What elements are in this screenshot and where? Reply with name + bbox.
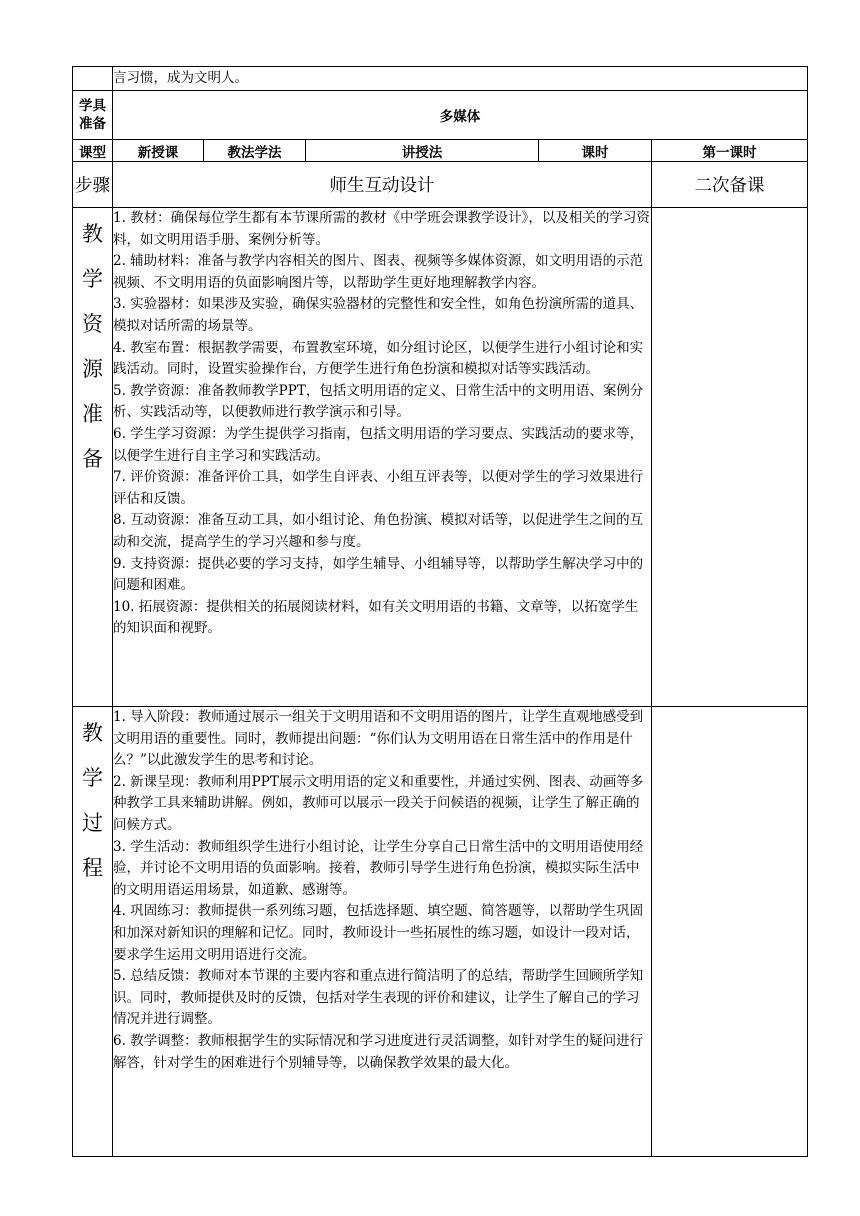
resource-item: 10. 拓展资源：提供相关的拓展阅读材料，如有关文明用语的书籍、文章等，以拓宽学生的知识面和视野。 — [113, 598, 639, 637]
process-item: 2. 新课呈现：教师利用PPT展示文明用语的定义和重要性，并通过实例、图表、动画等多种教学工具来辅助讲解。例如，教师可以展示一段关于问候语的视频，让学生了解正确的问候方式。 — [113, 773, 644, 833]
resources-row — [73, 208, 808, 707]
lesson-plan-table — [72, 66, 808, 1157]
type-value: 新授课 — [113, 140, 204, 162]
method-label: 教法学法 — [204, 140, 306, 162]
process-second-prep-cell — [652, 707, 808, 1157]
process-label: 教 学 过 程 — [73, 707, 113, 1157]
process-content — [113, 707, 652, 1157]
type-label: 课型 — [73, 140, 113, 162]
resource-item: 5. 教学资源：准备教师教学PPT，包括文明用语的定义、日常生活中的文明用语、案例分析、实践活动等，以便教师进行教学演示和引导。 — [113, 382, 644, 421]
steps-header-row — [73, 162, 808, 208]
tools-row — [73, 91, 808, 140]
resources-label: 教 学 资 源 准 备 — [73, 208, 113, 707]
method-value: 讲授法 — [306, 140, 539, 162]
process-item: 6. 教学调整：教师根据学生的实际情况和学习进度进行灵活调整，如针对学生的疑问进行解答，针对学生的困难进行个别辅导等，以确保教学效果的最大化。 — [113, 1032, 644, 1071]
step-label: 步骤 — [73, 162, 113, 208]
course-row — [73, 140, 808, 162]
period-label: 课时 — [539, 140, 652, 162]
resource-item: 6. 学生学习资源：为学生提供学习指南，包括文明用语的学习要点、实践活动的要求等，以便学生进行自主学习和实践活动。 — [113, 425, 644, 464]
resource-item: 2. 辅助材料：准备与教学内容相关的图片、图表、视频等多媒体资源，如文明用语的示范视频、不文明用语的负面影响图片等，以帮助学生更好地理解教学内容。 — [113, 253, 644, 291]
second-prep-label: 二次备课 — [652, 162, 808, 208]
tools-value: 多媒体 — [113, 91, 808, 140]
resource-item: 7. 评价资源：准备评价工具，如学生自评表、小组互评表等，以便对学生的学习效果进行评估和反馈。 — [113, 469, 644, 507]
resource-item: 3. 实验器材：如果涉及实验，确保实验器材的完整性和安全性，如角色扮演所需的道具、模拟对话所需的场景等。 — [113, 296, 644, 334]
blank-label-cell — [73, 67, 113, 91]
process-item: 3. 学生活动：教师组织学生进行小组讨论，让学生分享自己日常生活中的文明用语使用经验，并讨论不文明用语的负面影响。接着，教师引导学生进行角色扮演，模拟实际生活中的文明用语运用场景，如道歉、感谢等。 — [113, 838, 644, 898]
resource-item: 9. 支持资源：提供必要的学习支持，如学生辅导、小组辅导等，以帮助学生解决学习中的问题和困难。 — [113, 555, 644, 594]
resource-item: 8. 互动资源：准备互动工具，如小组讨论、角色扮演、模拟对话等，以促进学生之间的互动和交流，提高学生的学习兴趣和参与度。 — [113, 512, 644, 550]
resources-second-prep-cell — [652, 208, 808, 707]
process-row — [73, 707, 808, 1157]
intro-row — [73, 67, 808, 91]
design-label: 师生互动设计 — [113, 162, 652, 208]
resources-content — [113, 208, 652, 707]
intro-tail-text: 言习惯，成为文明人。 — [113, 67, 808, 91]
process-item: 4. 巩固练习：教师提供一系列练习题，包括选择题、填空题、简答题等，以帮助学生巩固和加深对新知识的理解和记忆。同时，教师设计一些拓展性的练习题，如设计一段对话，要求学生运用文明用语进行交流。 — [113, 903, 644, 963]
resource-item: 1. 教材：确保每位学生都有本节课所需的教材《中学班会课教学设计》，以及相关的学习资料，如文明用语手册、案例分析等。 — [113, 210, 650, 248]
period-value: 第一课时 — [652, 140, 808, 162]
process-item: 5. 总结反馈：教师对本节课的主要内容和重点进行简洁明了的总结，帮助学生回顾所学知识。同时，教师提供及时的反馈，包括对学生表现的评价和建议，让学生了解自己的学习情况并进行调整。 — [113, 968, 644, 1028]
tools-label: 学具 准备 — [73, 91, 113, 140]
resource-item: 4. 教室布置：根据教学需要，布置教室环境，如分组讨论区，以便学生进行小组讨论和实践活动。同时，设置实验操作台，方便学生进行角色扮演和模拟对话等实践活动。 — [113, 339, 644, 378]
process-item: 1. 导入阶段：教师通过展示一组关于文明用语和不文明用语的图片，让学生直观地感受到文明用语的重要性。同时，教师提出问题：“你们认为文明用语在日常生活中的作用是什么？”以此激发学生的思考和讨论。 — [113, 709, 644, 769]
